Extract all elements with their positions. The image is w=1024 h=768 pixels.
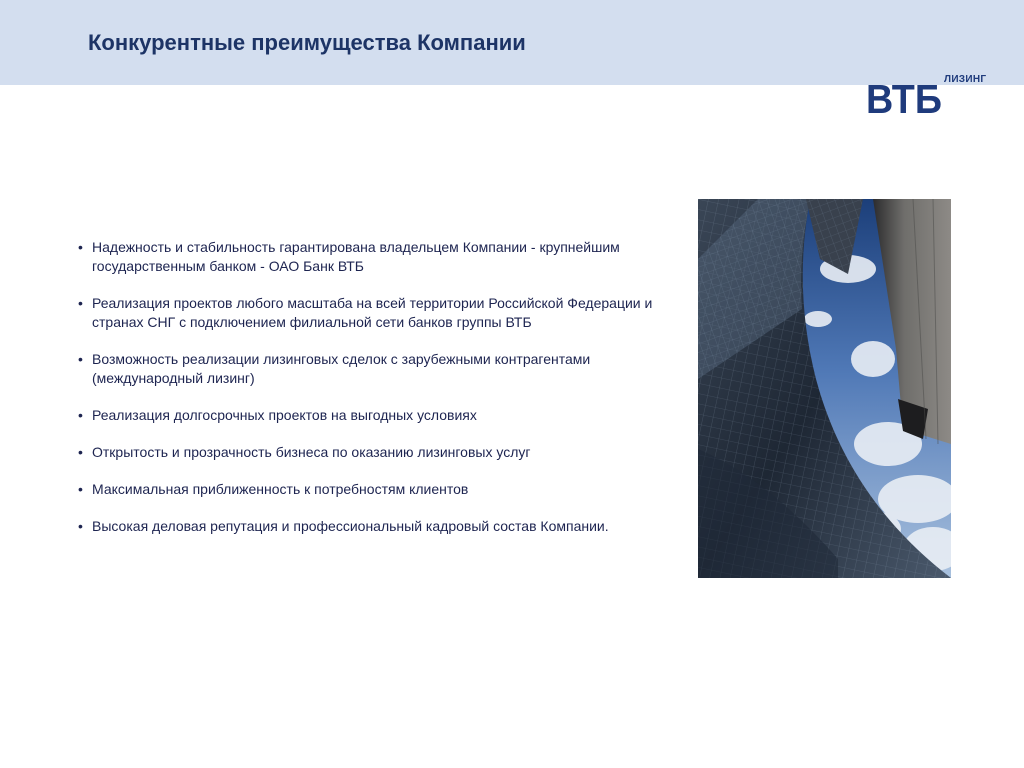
list-item	[78, 480, 658, 499]
skyscraper-photo	[698, 199, 951, 578]
list-item	[78, 294, 658, 332]
logo-main-text: ВТБ	[866, 76, 942, 122]
advantages-list	[78, 238, 658, 554]
list-item-text: Высокая деловая репутация и профессиональный кадровый состав Компании.	[92, 518, 609, 534]
logo-sub-text: ЛИЗИНГ	[944, 74, 987, 85]
list-item-text: Реализация долгосрочных проектов на выгодных условиях	[92, 407, 477, 423]
bullet-marker: •	[78, 518, 83, 534]
skyscraper-photo-drawing	[698, 199, 951, 578]
list-item	[78, 238, 658, 276]
list-item-text: Открытость и прозрачность бизнеса по оказанию лизинговых услуг	[92, 444, 531, 460]
list-item	[78, 443, 658, 462]
bullet-marker: •	[78, 481, 83, 497]
bullet-marker: •	[78, 407, 83, 423]
list-item-text: Возможность реализации лизинговых сделок с зарубежными контрагентами (международный лизинг)	[92, 351, 591, 386]
vtb-leasing-logo	[866, 74, 991, 120]
list-item-text: Максимальная приближенность к потребностям клиентов	[92, 481, 469, 497]
list-item	[78, 350, 658, 388]
bullet-marker: •	[78, 239, 83, 255]
bullet-marker: •	[78, 444, 83, 460]
bullet-marker: •	[78, 295, 83, 311]
list-item-text: Надежность и стабильность гарантирована владельцем Компании - крупнейшим государственным банком - ОАО Банк ВТБ	[92, 239, 620, 274]
bullet-marker: •	[78, 351, 83, 367]
list-item	[78, 517, 658, 536]
list-item-text: Реализация проектов любого масштаба на всей территории Российской Федерации и странах СНГ с подключением филиальной сети банков группы ВТБ	[92, 295, 653, 330]
slide-title: Конкурентные преимущества Компании	[88, 30, 526, 55]
list-item	[78, 406, 658, 425]
